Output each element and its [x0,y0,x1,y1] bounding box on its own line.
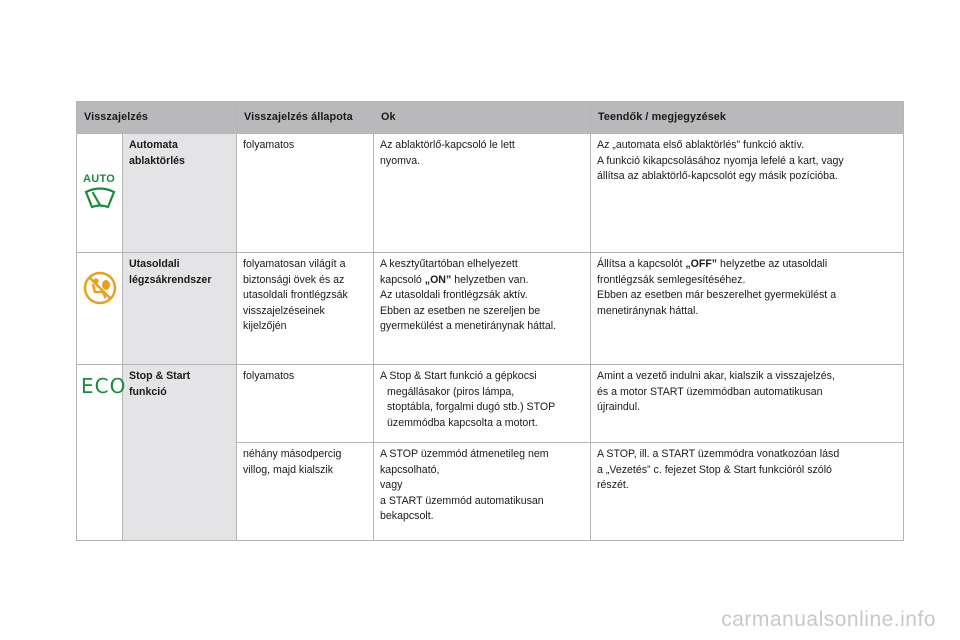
icon-cell [77,253,123,365]
action-line: menetiránynak háttal. [597,304,699,317]
name-line: légzsákrendszer [129,273,212,286]
cause-line: megállásakor (piros lámpa, [387,385,515,398]
state-line: folyamatosan világít a [243,258,346,270]
action-line: Az „automata első ablaktörlés” funkció aktív. [597,139,805,151]
passenger-airbag-off-icon [83,271,117,311]
state-line: folyamatos [243,139,295,151]
action-cell [591,253,904,365]
action-line: A funkció kikapcsolásához nyomja lefelé a kart, vagy [597,154,844,167]
cause-line: Az ablaktörlő-kapcsoló le lett [380,139,515,151]
header-state: Visszajelzés állapota [237,102,374,134]
action-cell [591,134,904,253]
table-row [77,134,904,253]
indicator-name [123,253,237,365]
auto-wiper-icon [83,174,117,212]
action-line: állítsa az ablaktörlő-kapcsolót egy másik pozícióba. [597,170,838,182]
state-cell [237,443,374,541]
state-line: néhány másodpercig [243,448,342,460]
indicator-table [76,101,903,522]
cause-cell [374,253,591,365]
action-line: Amint a vezető indulni akar, kialszik a visszajelzés, [597,370,835,382]
action-line: a „Vezetés” c. fejezet Stop & Start funkcióról szóló [597,463,832,476]
name-line: ablaktörlés [129,154,185,167]
cause-cell [374,134,591,253]
state-cell [237,253,374,365]
cause-line: A STOP üzemmód átmenetileg nem [380,448,549,460]
cause-line: stoptábla, forgalmi dugó stb.) STOP [387,401,556,413]
cause-line: nyomva. [380,154,421,167]
icon-cell [77,134,123,253]
cause-line: A Stop & Start funkció a gépkocsi [380,370,537,382]
icon-cell [77,365,127,541]
on-keyword: „ON” [424,273,452,286]
action-cell [591,443,904,541]
cause-line: kapcsolható, [380,463,440,476]
state-line: folyamatos [243,370,295,382]
state-line: utasoldali frontlégzsák [243,289,348,301]
action-line: A STOP, ill. a START üzemmódra vonatkozóan lásd [597,448,840,460]
action-line: Ebben az esetben már beszerelhet gyermekülést a [597,289,837,301]
off-keyword: „OFF” [685,258,718,270]
indicator-name [123,134,237,253]
cause-line: A kesztyűtartóban elhelyezett [380,258,518,270]
table-row [77,365,904,443]
auto-label: AUTO [83,173,116,185]
cause-text: helyzetben van. [451,273,529,286]
cause-cell [374,365,591,443]
state-cell [237,134,374,253]
action-line: újraindul. [597,401,640,413]
cause-line: a START üzemmód automatikusan [380,494,544,507]
cause-line: vagy [380,479,403,491]
header-action: Teendők / megjegyzések [591,102,904,134]
watermark: carmanualsonline.info [721,608,936,631]
state-line: villog, majd kialszik [243,463,334,476]
action-line: frontlégzsák semlegesítéséhez. [597,273,746,286]
cause-cell [374,443,591,541]
header-cause: Ok [374,102,591,134]
eco-icon [81,376,126,399]
action-text: helyzetbe az utasoldali [717,258,828,270]
cause-line: Ebben az esetben ne szereljen be [380,304,541,317]
table-row [77,253,904,365]
action-text: Állítsa a kapcsolót [597,258,686,270]
cause-text: kapcsoló [380,273,425,286]
name-line: Automata [129,139,178,151]
cause-line: Az utasoldali frontlégzsák aktív. [380,289,528,301]
name-line: funkció [129,385,167,398]
action-line: és a motor START üzemmódban automatikusan [597,385,823,398]
action-cell [591,365,904,443]
cause-line: gyermekülést a menetiránynak háttal. [380,320,557,332]
indicator-name [123,365,237,541]
action-line [597,257,897,273]
cause-line: üzemmódba kapcsolta a motort. [387,416,538,429]
cause-line: bekapcsolt. [380,510,434,522]
cause-line [380,273,584,289]
state-cell [237,365,374,443]
name-line: Utasoldali [129,258,180,270]
state-line: biztonsági övek és az [243,273,345,286]
state-line: kijelzőjén [243,320,287,332]
header-indicator: Visszajelzés [77,102,237,134]
name-line: Stop & Start [129,370,191,382]
eco-label: ECO [81,374,127,398]
state-line: visszajelzéseinek [243,304,325,317]
action-line: részét. [597,479,629,491]
table-header [77,102,904,134]
